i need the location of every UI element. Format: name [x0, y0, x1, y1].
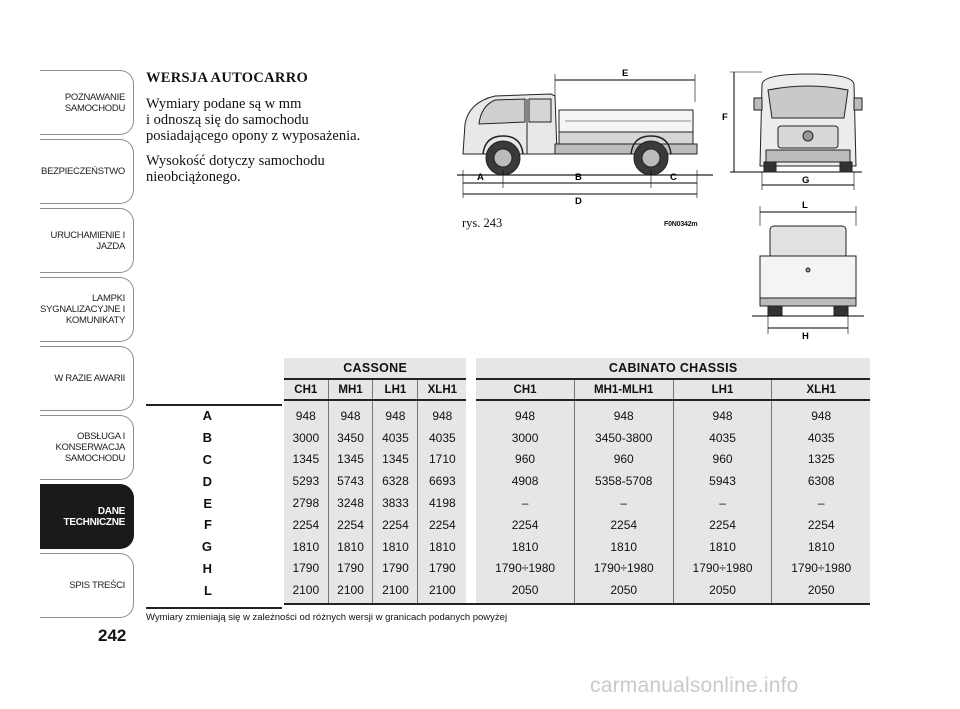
col-cassone-mh1: MH1	[328, 379, 373, 400]
row-label: F	[204, 517, 212, 533]
intro-text	[146, 70, 426, 194]
truck-side-view	[455, 62, 715, 212]
tab-label: DANE TECHNICZNE	[63, 505, 125, 528]
cell-gap	[466, 470, 476, 492]
table-row	[146, 427, 870, 449]
cassone-cell: 2254	[284, 514, 328, 536]
row-label: H	[202, 560, 212, 576]
row-label: L	[204, 583, 212, 599]
tab-bezpieczenstwo[interactable]	[40, 139, 134, 204]
section-title: WERSJA AUTOCARRO	[146, 70, 309, 86]
chassis-cell: 2050	[476, 579, 574, 604]
chassis-cell: 2254	[673, 514, 772, 536]
cell-gap	[466, 427, 476, 449]
chassis-cell: 2050	[673, 579, 772, 604]
label-c: C	[670, 172, 677, 183]
tab-label: URUCHAMIENIE I JAZDA	[50, 229, 125, 252]
intro-paragraph-dimensions: Wymiary podane są w mm i odnoszą się do samochodu posiadającego opony z wyposażenia.	[146, 96, 361, 144]
label-b: B	[575, 172, 582, 183]
chassis-cell: 1790÷1980	[574, 558, 673, 580]
cassone-cell: 3833	[373, 492, 418, 514]
cassone-cell: 1810	[328, 536, 373, 558]
cassone-cell: 6693	[418, 470, 466, 492]
cassone-cell: 2100	[284, 579, 328, 604]
chassis-cell: 2050	[772, 579, 870, 604]
cassone-cell: 2100	[373, 579, 418, 604]
tab-label: OBSŁUGA I KONSERWACJA SAMOCHODU	[55, 431, 125, 464]
watermark: carmanualsonline.info	[590, 674, 799, 697]
chassis-cell: –	[673, 492, 772, 514]
chassis-cell: 1810	[476, 536, 574, 558]
table-row	[146, 514, 870, 536]
cassone-cell: 3450	[328, 427, 373, 449]
chassis-cell: 1810	[574, 536, 673, 558]
table-row	[146, 470, 870, 492]
cassone-cell: 1710	[418, 449, 466, 471]
group-gap	[466, 358, 476, 379]
table-row	[146, 558, 870, 580]
tab-poznawanie[interactable]	[40, 70, 134, 135]
cassone-cell: 2254	[418, 514, 466, 536]
chassis-cell: 2254	[574, 514, 673, 536]
cassone-cell: 4198	[418, 492, 466, 514]
col-chassis-ch1: CH1	[476, 379, 574, 400]
row-label: A	[202, 407, 212, 423]
label-e: E	[622, 68, 629, 79]
chassis-cell: 5358-5708	[574, 470, 673, 492]
cell-gap	[466, 514, 476, 536]
chassis-cell: 1325	[772, 449, 870, 471]
chassis-cell: 4035	[772, 427, 870, 449]
tab-label: SPIS TREŚCI	[69, 580, 125, 591]
tab-spis-tresci[interactable]	[40, 553, 134, 618]
label-column-top-rule	[146, 404, 282, 406]
chassis-cell: 948	[772, 400, 870, 427]
row-label: B	[202, 430, 212, 446]
chassis-cell: 2050	[574, 579, 673, 604]
chassis-cell: 960	[673, 449, 772, 471]
chassis-cell: 960	[476, 449, 574, 471]
label-d: D	[575, 196, 582, 207]
cassone-cell: 2254	[373, 514, 418, 536]
cassone-cell: 1790	[284, 558, 328, 580]
cassone-cell: 1790	[373, 558, 418, 580]
label-a: A	[477, 172, 484, 183]
chassis-cell: 3450-3800	[574, 427, 673, 449]
footnote: Wymiary zmieniają się w zależności od różnych wersji w granicach podanych powyżej	[146, 612, 508, 623]
chassis-cell: 1810	[772, 536, 870, 558]
chassis-cell: 1810	[673, 536, 772, 558]
intro-paragraph-height: Wysokość dotyczy samochodu nieobciążonego.	[146, 153, 325, 185]
table-body	[146, 400, 870, 604]
col-cassone-ch1: CH1	[284, 379, 328, 400]
cassone-cell: 6328	[373, 470, 418, 492]
cassone-cell: 948	[284, 400, 328, 427]
cassone-cell: 2254	[328, 514, 373, 536]
cell-gap	[466, 536, 476, 558]
cassone-cell: 2798	[284, 492, 328, 514]
row-label: G	[201, 539, 212, 555]
cassone-cell: 3000	[284, 427, 328, 449]
tab-label: LAMPKI SYGNALIZACYJNE I KOMUNIKATY	[40, 293, 125, 326]
figure-code: F0N0342m	[664, 221, 698, 228]
cassone-cell: 5293	[284, 470, 328, 492]
row-label: C	[202, 451, 212, 467]
chassis-cell: 6308	[772, 470, 870, 492]
label-g: G	[802, 175, 810, 186]
col-cassone-xlh1: XLH1	[418, 379, 466, 400]
cassone-cell: 1345	[328, 449, 373, 471]
dimensions-table-wrapper	[146, 358, 870, 605]
dimensions-table	[146, 358, 870, 605]
chassis-cell: 1790÷1980	[673, 558, 772, 580]
table-row	[146, 492, 870, 514]
chassis-cell: 4035	[673, 427, 772, 449]
tab-label: POZNAWANIE SAMOCHODU	[64, 91, 125, 114]
cassone-cell: 948	[328, 400, 373, 427]
truck-front-view	[722, 68, 872, 196]
cassone-cell: 2100	[328, 579, 373, 604]
tab-uruchamienie[interactable]	[40, 208, 134, 273]
cassone-cell: 948	[418, 400, 466, 427]
col-cassone-lh1: LH1	[373, 379, 418, 400]
chassis-cell: 948	[476, 400, 574, 427]
chassis-cell: –	[574, 492, 673, 514]
chassis-cell: 3000	[476, 427, 574, 449]
col-chassis-xlh1: XLH1	[772, 379, 870, 400]
chassis-cell: 1790÷1980	[476, 558, 574, 580]
cassone-cell: 1345	[373, 449, 418, 471]
row-label: D	[202, 473, 212, 489]
tab-label: BEZPIECZEŃSTWO	[41, 166, 125, 177]
cassone-cell: 948	[373, 400, 418, 427]
tab-obsluga[interactable]	[40, 415, 134, 480]
group-cassone: CASSONE	[284, 358, 466, 379]
figure-caption: rys. 243	[462, 216, 503, 230]
tab-label: W RAZIE AWARII	[54, 373, 125, 384]
cassone-cell: 1345	[284, 449, 328, 471]
table-row	[146, 579, 870, 604]
cell-gap	[466, 449, 476, 471]
group-chassis: CABINATO CHASSIS	[476, 358, 870, 379]
label-h: H	[802, 331, 809, 342]
chassis-cell: 5943	[673, 470, 772, 492]
chassis-cell: 948	[574, 400, 673, 427]
col-chassis-lh1: LH1	[673, 379, 772, 400]
cell-gap	[466, 492, 476, 514]
label-f: F	[722, 112, 728, 123]
cassone-cell: 1810	[284, 536, 328, 558]
cassone-cell: 4035	[418, 427, 466, 449]
cassone-cell: 5743	[328, 470, 373, 492]
tab-lampki[interactable]	[40, 277, 134, 342]
chassis-cell: 4908	[476, 470, 574, 492]
cassone-cell: 1810	[373, 536, 418, 558]
cassone-cell: 2100	[418, 579, 466, 604]
cassone-cell: 1790	[418, 558, 466, 580]
tab-dane-techniczne[interactable]	[40, 484, 134, 549]
label-l: L	[802, 200, 808, 211]
cassone-cell: 1790	[328, 558, 373, 580]
cell-gap	[466, 400, 476, 427]
chapter-tabs	[40, 70, 134, 622]
chassis-cell: –	[772, 492, 870, 514]
label-column-bottom-rule	[146, 607, 282, 609]
chassis-cell: –	[476, 492, 574, 514]
cell-gap	[466, 558, 476, 580]
chassis-cell: 2254	[772, 514, 870, 536]
page-number: 242	[98, 626, 127, 645]
table-corner-sub	[146, 379, 284, 400]
truck-rear-view	[748, 198, 868, 340]
table-corner	[146, 358, 284, 379]
chassis-cell: 960	[574, 449, 673, 471]
cassone-cell: 3248	[328, 492, 373, 514]
chassis-cell: 1790÷1980	[772, 558, 870, 580]
tab-awarii[interactable]	[40, 346, 134, 411]
chassis-cell: 948	[673, 400, 772, 427]
chassis-cell: 2254	[476, 514, 574, 536]
col-chassis-mh1: MH1-MLH1	[574, 379, 673, 400]
col-gap	[466, 379, 476, 400]
cassone-cell: 1810	[418, 536, 466, 558]
row-label: E	[203, 495, 212, 511]
table-row	[146, 449, 870, 471]
cassone-cell: 4035	[373, 427, 418, 449]
cell-gap	[466, 579, 476, 604]
table-row	[146, 536, 870, 558]
